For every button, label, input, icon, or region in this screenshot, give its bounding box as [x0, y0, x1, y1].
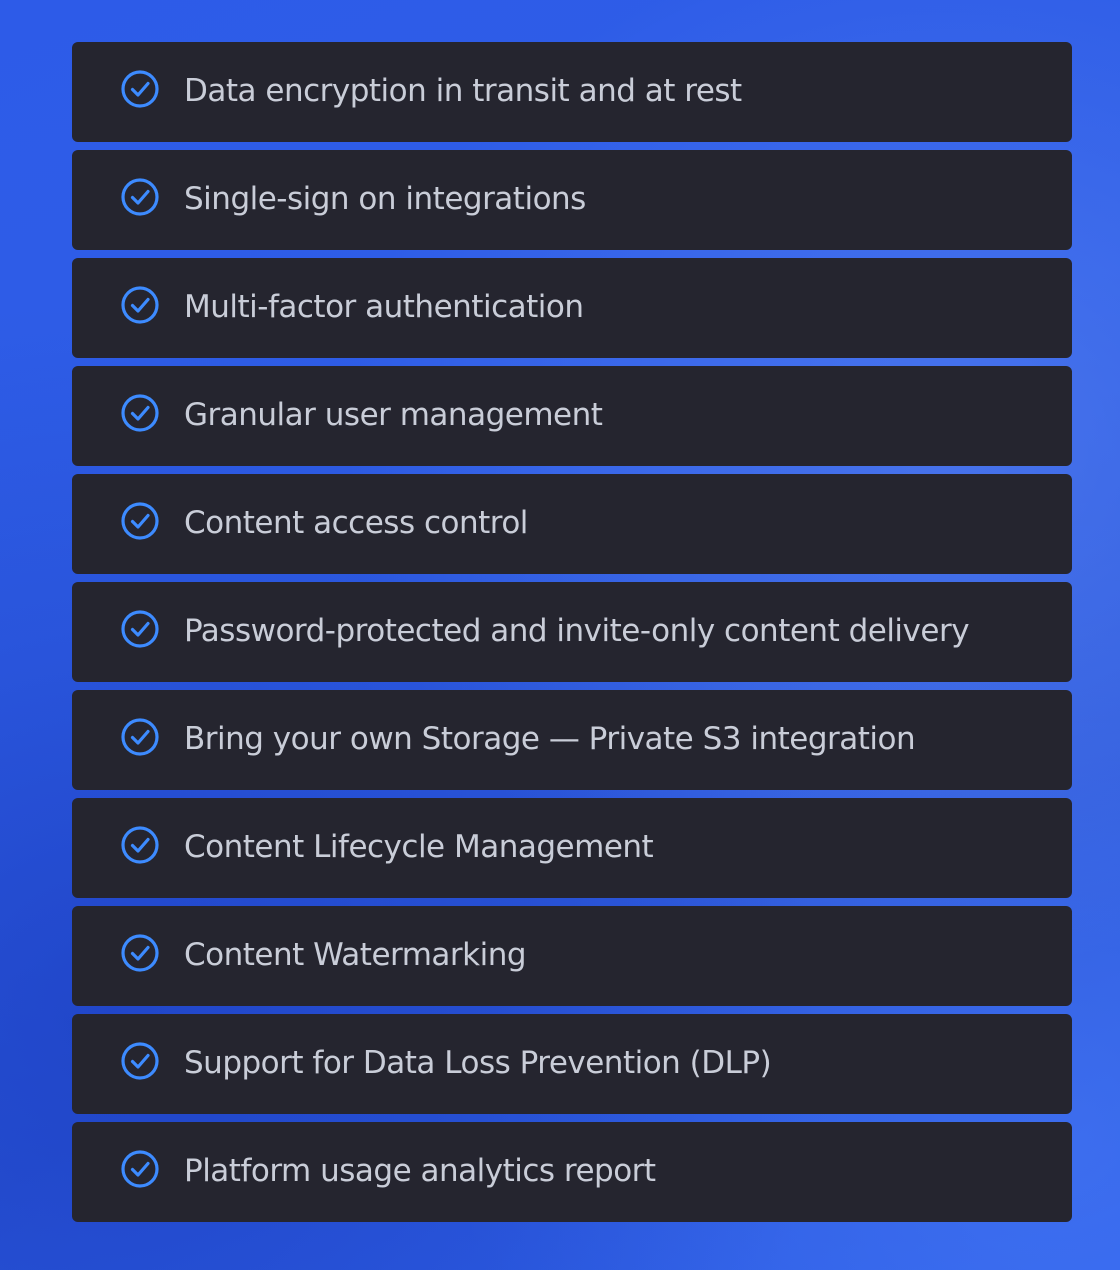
check-circle-icon: [120, 285, 160, 325]
feature-label: Password-protected and invite-only content delivery: [184, 613, 970, 649]
check-circle-icon: [120, 393, 160, 433]
feature-item-sso: [72, 150, 1072, 250]
feature-item-user-management: [72, 366, 1072, 466]
check-circle-icon: [120, 609, 160, 649]
feature-list: [72, 42, 1072, 1222]
feature-label: Bring your own Storage — Private S3 integration: [184, 721, 916, 757]
check-circle-icon: [120, 177, 160, 217]
feature-label: Content access control: [184, 505, 528, 541]
check-circle-icon: [120, 501, 160, 541]
feature-label: Support for Data Loss Prevention (DLP): [184, 1045, 772, 1081]
check-circle-icon: [120, 1041, 160, 1081]
feature-item-access-control: [72, 474, 1072, 574]
check-circle-icon: [120, 1149, 160, 1189]
feature-label: Content Watermarking: [184, 937, 527, 973]
feature-item-protected-delivery: [72, 582, 1072, 682]
feature-label: Single-sign on integrations: [184, 181, 586, 217]
feature-item-watermarking: [72, 906, 1072, 1006]
feature-item-lifecycle: [72, 798, 1072, 898]
check-circle-icon: [120, 825, 160, 865]
feature-item-encryption: [72, 42, 1072, 142]
feature-item-mfa: [72, 258, 1072, 358]
check-circle-icon: [120, 933, 160, 973]
check-circle-icon: [120, 69, 160, 109]
feature-label: Content Lifecycle Management: [184, 829, 654, 865]
feature-label: Granular user management: [184, 397, 603, 433]
feature-item-dlp: [72, 1014, 1072, 1114]
feature-label: Data encryption in transit and at rest: [184, 73, 742, 109]
feature-item-analytics: [72, 1122, 1072, 1222]
feature-item-byo-storage: [72, 690, 1072, 790]
feature-label: Multi-factor authentication: [184, 289, 584, 325]
feature-label: Platform usage analytics report: [184, 1153, 656, 1189]
check-circle-icon: [120, 717, 160, 757]
